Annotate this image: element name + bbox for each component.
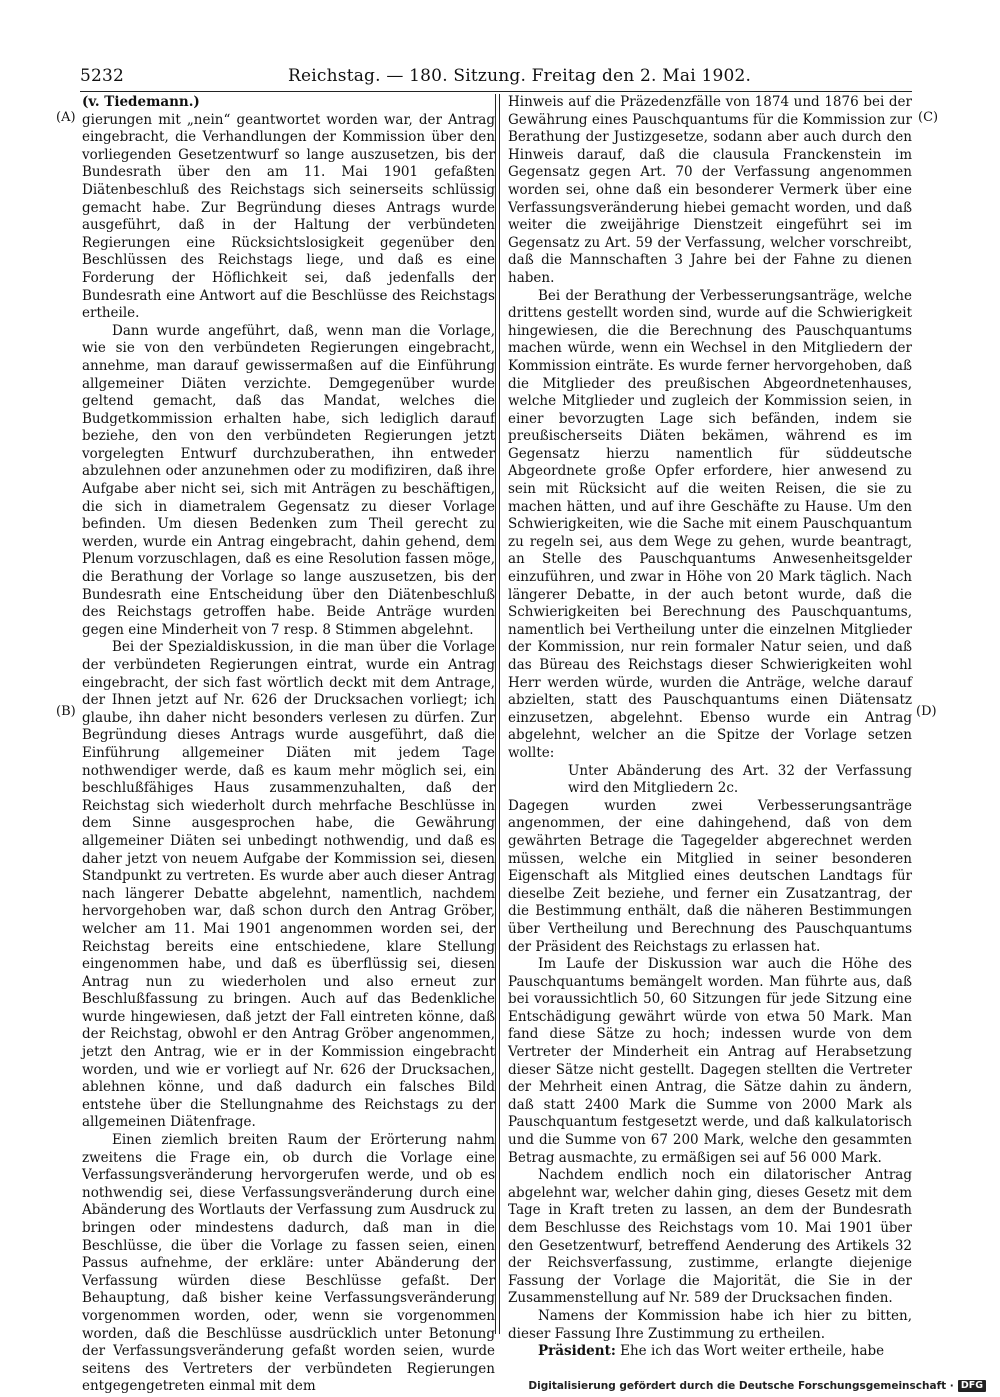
speaker-label: (v. Tiedemann.) (82, 94, 200, 110)
column-divider-inner (499, 94, 500, 1334)
page-header (80, 66, 910, 90)
footer-text: Digitalisierung gefördert durch die Deutsche Forschungsgemeinschaft · (528, 1380, 954, 1392)
paragraph: Dagegen wurden zwei Verbesserungsanträge angenommen, der eine dahingehend, daß von dem gewährten Betrage die Tagegelder abgerechnet werden müssen, welche ein Mitglied in seiner besonderen Eigenschaft als Mitglied eines deutschen Landtags für dieselbe Zeit beziehe, und ferner ein Zusatzantrag, der die Bestimmung enthält, daß die näheren Bestimmungen über Vertheilung und Berechnung des Pauschquantums der Präsident des Reichstags zu erlassen hat. (508, 797, 912, 955)
header-rule (80, 91, 912, 92)
paragraph: Nachdem endlich noch ein dilatorischer Antrag abgelehnt war, welcher dahin ging, dieses Gesetz mit dem Tage in Kraft treten zu lassen, an dem der Bundesrath dem Beschlusse des Reichstags vom 10. Mai 1901 über den Gesetzentwurf, betreffend Aenderung des Artikels 32 der Reichsverfassung, zustimme, erlangte diejenige Fassung der Vorlage die Majorität, die Sie in der Zusammenstellung auf Nr. 589 der Drucksachen finden. (508, 1167, 912, 1307)
column-divider (495, 94, 496, 1334)
margin-marker-c: (C) (918, 110, 939, 125)
paragraph: gierungen mit „nein“ geantwortet worden war, der Antrag eingebracht, die Verhandlungen der Kommission über den vorliegenden Gesetzentwurf so lange auszusetzen, bis der Bundesrath über den am 11. Mai 1901 gefaßten Diätenbeschluß des Reichstags sich seinerseits schlüssig gemacht habe. Zur Begründung dieses Antrags wurde ausgeführt, daß in der Haltung der verbündeten Regierungen eine Rücksichtslosigkeit gegenüber den Beschlüssen des Reichstags liege, und daß es eine Forderung der Höflichkeit sei, daß jedenfalls der Bundesrath eine Antwort auf die Beschlüsse des Reichstags ertheile. (82, 111, 495, 322)
paragraph: Dann wurde angeführt, daß, wenn man die Vorlage, wie sie von den verbündeten Regierungen eingebracht, annehme, man darauf gewissermaßen auf die Einführung allgemeiner Diäten verzichte. Demgegenüber wurde geltend gemacht, daß das Mandat, welches die Budgetkommission erhalten habe, sich lediglich darauf beziehe, den von den verbündeten Regierungen jetzt vorgelegten Entwurf durchzuberathen, ihn entweder abzulehnen oder anzunehmen oder zu modifiziren, daß ihre Aufgabe aber nicht sei, sich mit Anträgen zu beschäftigen, die sich in diametralem Gegensatz zu dieser Vorlage befinden. Um diesen Bedenken zum Theil gerecht zu werden, wurde ein Antrag eingebracht, dahin gehend, dem Plenum vorzuschlagen, daß es eine Resolution fassen möge, die Berathung der Vorlage so lange auszusetzen, bis der Bundesrath eine Entscheidung über den Diätenbeschluß des Reichstags getroffen habe. Beide Anträge wurden gegen eine Minderheit von 7 resp. 8 Stimmen abgelehnt. (82, 322, 495, 638)
paragraph: Einen ziemlich breiten Raum der Erörterung nahm zweitens die Frage ein, ob durch die Vorlage eine Verfassungsveränderung hervorgerufen werde, und ob es nothwendig sei, diese Verfassungsveränderung durch eine Abänderung des Wortlauts der Verfassung zum Ausdruck zu bringen oder mindestens dadurch, daß man in die Beschlüsse, die über die Vorlage zu fassen seien, einen Passus aufnehme, der erkläre: unter Abänderung der Verfassung würden diese Beschlüsse gefaßt. Der Behauptung, daß bisher keine Verfassungsveränderung vorgenommen worden, oder, wenn sie vorgenommen worden, daß die Beschlüsse ausdrücklich unter Betonung der Verfassungsveränderung gefaßt worden seien, wurde seitens des Vertreters der verbündeten Regierungen entgegengetreten einmal mit dem (82, 1132, 495, 1395)
paragraph: Im Laufe der Diskussion war auch die Höhe des Pauschquantums bemängelt worden. Man führte aus, daß bei voraussichtlich 50, 60 Sitzungen für jede Sitzung eine Entschädigung gewährt würde von etwa 50 Mark. Man fand diese Sätze zu hoch; indessen wurde von dem Vertreter der Minderheit ein Antrag auf Herabsetzung dieser Sätze nicht gestellt. Dagegen stellten die Vertreter der Mehrheit einen Antrag, die Sätze dahin zu ändern, daß statt 2400 Mark die Summe von 2000 Mark als Pauschquantum festgesetzt werde, und daß kalkulatorisch und die Summe von 67 200 Mark, welche den gesammten Betrag ausmachte, zu ermäßigen sei auf 56 000 Mark. (508, 956, 912, 1166)
margin-marker-a: (A) (56, 110, 76, 125)
paragraph: Bei der Berathung der Verbesserungsanträge, welche drittens gestellt worden sind, wurde auf die Schwierigkeit hingewiesen, die die Berechnung des Pauschquantums machen würde, wenn ein Wechsel in den Mitgliedern der Kommission einträte. Es wurde ferner hervorgehoben, daß die Mitglieder des preußischen Abgeordnetenhauses, welche Mitglieder und zugleich der Kommission seien, in einer bevorzugten Lage sich befänden, indem sie preußischerseits Diäten bekämen, während es im Gegensatz hierzu namentlich für süddeutsche Abgeordnete große Opfer erfordere, hier anwesend zu sein mit Rücksicht auf die weiten Reisen, die sie zu machen hätten, und auf ihre Geschäfte zu Hause. Um den Schwierigkeiten, wie die Sache mit einem Pauschquantum zu regeln sei, aus dem Wege zu gehen, wurde beantragt, an Stelle des Pauschquantums Anwesenheitsgelder einzuführen, und zwar in Höhe von 20 Mark täglich. Nach längerer Debatte, in der auch betont wurde, daß die Schwierigkeiten bei Berechnung des Pauschquantums, namentlich bei Vertheilung unter die einzelnen Mitglieder der Kommission, nur rein formaler Natur seien, und daß das Büreau des Reichstags dieser Schwierigkeiten wohl Herr werden würde, wurden die Anträge, welche darauf abzielten, statt des Pauschquantums einen Diätensatz einzusetzen, abgelehnt. Ebenso wurde ein Antrag abgelehnt, welcher an die Spitze der Vorlage setzen wollte: (508, 287, 912, 761)
quoted-amendment: Unter Abänderung des Art. 32 der Verfassung wird den Mitgliedern 2c. (568, 762, 912, 797)
right-column (508, 94, 912, 1361)
paragraph: Hinweis auf die Präzedenzfälle von 1874 und 1876 bei der Gewährung eines Pauschquantums für die Kommission zur Berathung der Justizgesetze, sodann aber auch durch den Hinweis darauf, daß die clausula Franckenstein im Gegensatz gegen Art. 70 der Verfassung angenommen worden sei, ohne daß ein besonderer Vermerk über eine Verfassungsveränderung hiebei gemacht worden, und daß weiter die zweijährige Dienstzeit eingeführt sei im Gegensatz zu Art. 59 der Verfassung, welcher vorschreibt, daß die Mannschaften 3 Jahre bei der Fahne zu dienen haben. (508, 94, 912, 286)
margin-marker-b: (B) (56, 704, 76, 719)
president-label: Präsident: (538, 1343, 616, 1360)
president-paragraph (508, 1343, 912, 1361)
president-text: Ehe ich das Wort weiter ertheile, habe (620, 1343, 885, 1360)
running-title: Reichstag. — 180. Sitzung. Freitag den 2. Mai 1902. (288, 66, 752, 86)
paragraph: Bei der Spezialdiskussion, in die man über die Vorlage der verbündeten Regierungen eintrat, wurde ein Antrag eingebracht, der sich fast wörtlich deckt mit dem Antrage, der Ihnen jetzt auf Nr. 626 der Drucksachen vorliegt; ich glaube, ihn daher nicht besonders verlesen zu dürfen. Zur Begründung dieses Antrags wurde ausgeführt, daß die Einführung allgemeiner Diäten mit jedem Tage nothwendiger werde, daß es kaum mehr möglich sei, ein beschlußfähiges Haus zusammenzuhalten, daß der Reichstag sich wiederholt durch mehrfache Beschlüsse in dem Sinne ausgesprochen habe, die Gewährung allgemeiner Diäten sei unbedingt nothwendig, und daß es daher jetzt von neuem Aufgabe der Kommission sei, diesen Standpunkt zu vertreten. Es wurde aber auch dieser Antrag nach längerer Debatte abgelehnt, namentlich, nachdem hervorgehoben war, daß schon durch den Antrag Gröber, welcher am 11. Mai 1901 angenommen worden sei, der Reichstag bereits eine entschiedene, klare Stellung eingenommen habe, und daß es überflüssig sei, diesen Antrag nun zu wiederholen und also erneut zur Beschlußfassung zu bringen. Auch auf das Bedenkliche wurde hingewiesen, daß jetzt der Fall eintreten könne, daß der Reichstag, obwohl er den Antrag Gröber angenommen, jetzt den Antrag, wie er in der Kommission eingebracht worden, und wie er vorliegt auf Nr. 626 der Drucksachen, ablehnen könne, und daß dadurch ein falsches Bild entstehe über die Stellungnahme des Reichstags zu der allgemeinen Diätenfrage. (82, 639, 495, 1131)
page-number: 5232 (80, 66, 125, 86)
left-column (82, 94, 495, 1396)
paragraph: Namens der Kommission habe ich hier zu bitten, dieser Fassung Ihre Zustimmung zu ertheilen. (508, 1307, 912, 1342)
footer (528, 1380, 986, 1392)
margin-marker-d: (D) (916, 704, 937, 719)
dfg-logo: DFG (958, 1380, 986, 1392)
